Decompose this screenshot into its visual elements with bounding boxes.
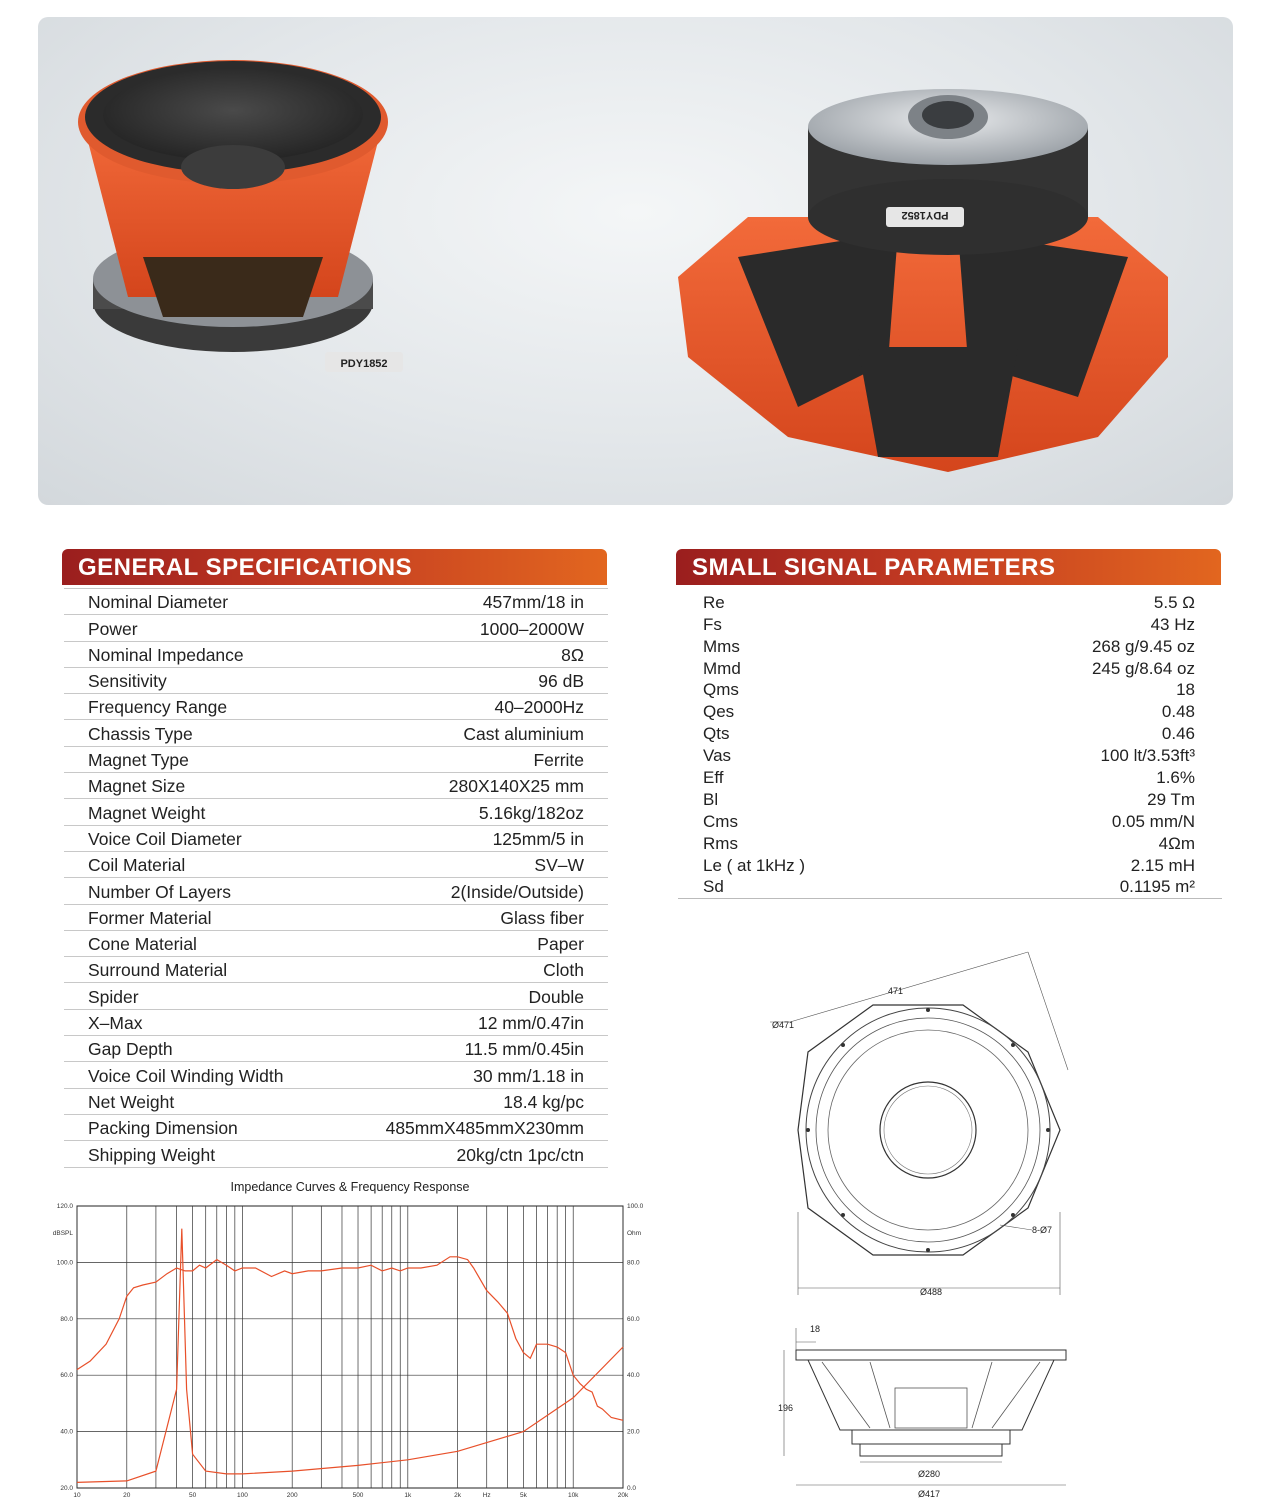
spec-row <box>64 799 608 825</box>
spec-row <box>64 905 608 931</box>
x-tick-label: Hz <box>482 1492 491 1499</box>
spec-label: Surround Material <box>88 960 228 981</box>
spec-row <box>64 720 608 746</box>
spec-row <box>64 878 608 904</box>
model-label-front-text: PDY1852 <box>340 358 388 370</box>
product-photo-banner <box>38 17 1233 505</box>
x-tick-label: 10 <box>73 1492 81 1499</box>
spec-label: Magnet Type <box>88 750 189 771</box>
spec-row <box>678 789 1222 811</box>
spec-row <box>64 1115 608 1141</box>
spec-value: 2(Inside/Outside) <box>450 881 584 902</box>
y-tick-label-right: 40.0 <box>627 1372 640 1380</box>
y-tick-label-right: 0.0 <box>627 1485 637 1492</box>
spec-label: Qes <box>703 702 735 722</box>
spec-value: Cloth <box>543 960 584 981</box>
spec-row <box>64 1010 608 1036</box>
spec-value: 1.6% <box>1156 768 1195 788</box>
spec-value: 30 mm/1.18 in <box>473 1065 584 1086</box>
spec-row <box>64 642 608 668</box>
y-tick-label-left: 80.0 <box>60 1315 73 1323</box>
spec-label: Cms <box>703 811 738 831</box>
impedance-curve-line <box>77 1229 623 1483</box>
y-tick-label-right: 100.0 <box>627 1203 644 1210</box>
spec-value: 0.05 mm/N <box>1111 811 1195 831</box>
spec-value: 18 <box>1176 680 1195 700</box>
x-tick-label: 5k <box>519 1492 527 1499</box>
y-tick-label-left: 40.0 <box>60 1428 73 1436</box>
spec-row <box>678 855 1222 877</box>
spec-row <box>64 668 608 694</box>
spec-value: 40–2000Hz <box>494 697 584 718</box>
spec-row <box>64 957 608 983</box>
spec-value: 0.46 <box>1161 724 1195 744</box>
spec-row <box>64 1036 608 1062</box>
spec-value: 457mm/18 in <box>482 592 584 613</box>
x-tick-label: 2k <box>454 1492 462 1499</box>
spec-label: Frequency Range <box>88 697 228 718</box>
spec-label: Le ( at 1kHz ) <box>703 855 806 875</box>
dim-bottom-dia: Ø488 <box>920 1287 943 1297</box>
spec-label: Re <box>703 592 725 612</box>
spec-value: 20kg/ctn 1pc/ctn <box>456 1144 584 1165</box>
dim-overall-dia: Ø417 <box>918 1489 941 1499</box>
spec-label: Shipping Weight <box>88 1144 216 1165</box>
frequency-response-line <box>77 1257 623 1421</box>
y-tick-label-right: 80.0 <box>627 1259 640 1267</box>
spec-value: 43 Hz <box>1150 614 1195 634</box>
spec-row <box>678 680 1222 702</box>
spec-value: 2.15 mH <box>1130 855 1195 875</box>
spec-label: Gap Depth <box>88 1039 173 1060</box>
model-label-rear-text: PDY1852 <box>901 209 949 221</box>
spec-value: 12 mm/0.47in <box>477 1013 584 1034</box>
spec-row <box>678 811 1222 833</box>
spec-row <box>678 767 1222 789</box>
spec-label: Nominal Diameter <box>88 592 229 613</box>
spec-value: Glass fiber <box>500 907 584 928</box>
spec-label: Number Of Layers <box>88 881 231 902</box>
spec-value: SV–W <box>534 855 584 876</box>
spec-row <box>64 694 608 720</box>
spec-row <box>678 658 1222 680</box>
x-tick-label: 50 <box>188 1492 197 1499</box>
x-tick-label: 200 <box>286 1492 298 1499</box>
spec-value: 4Ωm <box>1158 833 1195 853</box>
spec-value: 5.16kg/182oz <box>478 802 584 823</box>
small-signal-parameters-header: SMALL SIGNAL PARAMETERS <box>676 549 1221 585</box>
y-tick-label-right: 20.0 <box>627 1428 640 1436</box>
spec-label: Mms <box>703 636 740 656</box>
spec-row <box>678 877 1222 900</box>
spec-row <box>64 747 608 773</box>
spec-label: Former Material <box>88 907 212 928</box>
spec-label: Rms <box>703 833 738 853</box>
spec-label: Net Weight <box>88 1091 175 1112</box>
spec-label: Packing Dimension <box>88 1118 238 1139</box>
product-photos <box>38 17 1233 505</box>
spec-label: Sd <box>703 877 724 897</box>
spec-label: X–Max <box>88 1013 143 1034</box>
spec-row <box>678 745 1222 767</box>
spec-row <box>678 833 1222 855</box>
spec-value: 96 dB <box>538 671 584 692</box>
impedance-frequency-chart <box>40 1196 644 1500</box>
spec-label: Voice Coil Winding Width <box>88 1065 284 1086</box>
spec-label: Mmd <box>703 658 741 678</box>
mechanical-drawings <box>760 950 1100 1498</box>
dim-outer-dia: Ø471 <box>772 1020 795 1030</box>
spec-label: Spider <box>88 986 139 1007</box>
x-tick-label: 10k <box>567 1492 579 1499</box>
spec-value: 18.4 kg/pc <box>503 1091 584 1112</box>
chart-title: Impedance Curves & Frequency Response <box>230 1180 470 1194</box>
plot-frame <box>77 1206 623 1488</box>
spec-value: 0.1195 m² <box>1119 877 1195 897</box>
spec-row <box>678 614 1222 636</box>
spec-value: 1000–2000W <box>479 618 584 639</box>
spec-label: Voice Coil Diameter <box>88 828 242 849</box>
y-tick-label-right: 60.0 <box>627 1315 640 1323</box>
y-tick-label-left: 20.0 <box>60 1485 73 1492</box>
spec-value: 280X140X25 mm <box>448 776 584 797</box>
spec-row <box>64 773 608 799</box>
spec-row <box>64 1089 608 1115</box>
spec-value: 485mmX485mmX230mm <box>385 1118 584 1139</box>
spec-row <box>64 931 608 957</box>
spec-row <box>64 983 608 1009</box>
spec-row <box>64 589 608 615</box>
dim-holes: 8-Ø7 <box>1032 1225 1053 1235</box>
dim-top-width: 471 <box>888 986 904 996</box>
spec-label: Magnet Weight <box>88 802 206 823</box>
dim-flange: 18 <box>810 1324 821 1334</box>
spec-value: 5.5 Ω <box>1153 592 1195 612</box>
spec-value: 125mm/5 in <box>492 828 584 849</box>
spec-row <box>678 723 1222 745</box>
x-tick-label: 1k <box>404 1492 412 1499</box>
y-axis-label-left: dBSPL <box>52 1230 73 1237</box>
spec-row <box>678 592 1222 614</box>
spec-label: Sensitivity <box>88 671 167 692</box>
spec-value: 245 g/8.64 oz <box>1091 658 1195 678</box>
top-view-drawing <box>770 952 1068 1297</box>
spec-label: Fs <box>703 614 722 634</box>
spec-label: Vas <box>703 746 732 766</box>
spec-label: Bl <box>703 789 719 809</box>
spec-label: Cone Material <box>88 934 197 955</box>
spec-value: 29 Tm <box>1147 789 1195 809</box>
spec-row <box>64 826 608 852</box>
side-view-drawing <box>778 1324 1066 1499</box>
dim-magnet-dia: Ø280 <box>918 1469 941 1479</box>
spec-value: 0.48 <box>1161 702 1195 722</box>
spec-value: Paper <box>537 934 584 955</box>
spec-label: Nominal Impedance <box>88 644 244 665</box>
small-signal-parameters-table <box>678 592 1222 899</box>
spec-value: Double <box>528 986 584 1007</box>
spec-row <box>678 636 1222 658</box>
speaker-front-photo <box>78 60 403 372</box>
spec-label: Coil Material <box>88 855 186 876</box>
spec-label: Qts <box>703 724 730 744</box>
dim-depth: 196 <box>778 1403 794 1413</box>
spec-value: 100 lt/3.53ft³ <box>1100 746 1195 766</box>
x-tick-label: 20 <box>123 1492 131 1499</box>
x-tick-label: 100 <box>236 1492 248 1499</box>
spec-label: Qms <box>703 680 739 700</box>
x-tick-label: 20k <box>617 1492 629 1499</box>
y-axis-label-right: Ohm <box>627 1230 642 1237</box>
spec-label: Power <box>88 618 138 639</box>
x-tick-label: 500 <box>352 1492 364 1499</box>
spec-value: 8Ω <box>561 644 584 665</box>
spec-row <box>64 615 608 641</box>
spec-label: Magnet Size <box>88 776 186 797</box>
spec-value: Ferrite <box>533 750 584 771</box>
speaker-rear-photo <box>678 89 1168 472</box>
spec-label: Chassis Type <box>88 723 193 744</box>
spec-label: Eff <box>703 768 724 788</box>
spec-value: Cast aluminium <box>463 723 584 744</box>
spec-row <box>678 701 1222 723</box>
spec-row <box>64 1141 608 1167</box>
spec-row <box>64 1062 608 1088</box>
spec-value: 11.5 mm/0.45in <box>464 1039 584 1060</box>
general-specifications-table <box>64 588 608 1168</box>
spec-value: 268 g/9.45 oz <box>1091 636 1195 656</box>
y-tick-label-left: 100.0 <box>56 1259 73 1267</box>
spec-row <box>64 852 608 878</box>
general-specifications-header: GENERAL SPECIFICATIONS <box>62 549 607 585</box>
y-tick-label-left: 120.0 <box>56 1203 73 1210</box>
y-tick-label-left: 60.0 <box>60 1372 73 1380</box>
